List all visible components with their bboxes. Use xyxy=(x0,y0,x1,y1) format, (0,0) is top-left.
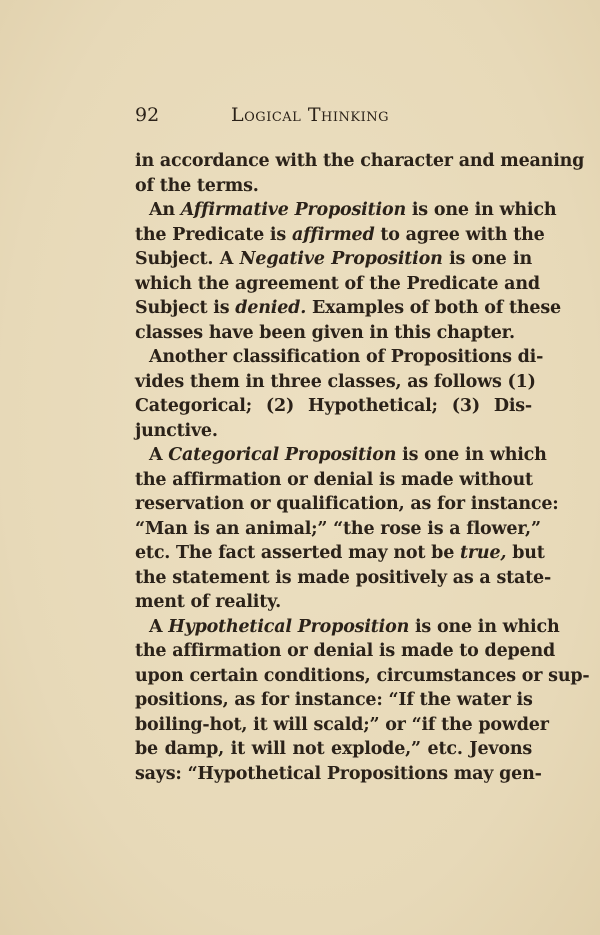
text-line xyxy=(135,517,541,542)
text-segment: of the terms. xyxy=(135,175,259,196)
text-line xyxy=(135,394,532,419)
text-segment: in accordance with the character and meaning xyxy=(135,151,585,171)
body-text xyxy=(135,149,590,786)
text-segment: Another classification of Propositions di- xyxy=(149,347,544,367)
text-segment: Subject is xyxy=(135,298,236,318)
italic-term: Affirmative Proposition xyxy=(180,200,406,220)
italic-term: Hypothetical Proposition xyxy=(168,616,410,637)
text-line xyxy=(135,688,532,713)
text-segment: positions, as for instance: “If the water is xyxy=(135,690,533,710)
text-segment: Subject. A xyxy=(135,249,240,269)
text-line xyxy=(135,468,532,493)
text-segment: is one in which xyxy=(409,616,560,637)
text-line xyxy=(135,149,585,174)
text-segment: reservation or qualification, as for instance: xyxy=(135,494,559,514)
text-segment: Categorical; (2) Hypothetical; (3) Dis- xyxy=(135,396,532,416)
text-segment: classes have been given in this chapter. xyxy=(135,322,515,343)
text-line xyxy=(135,272,540,297)
text-segment: be damp, it will not explode,” etc. Jevons xyxy=(135,739,532,759)
text-segment: but xyxy=(506,543,545,563)
italic-term: true, xyxy=(460,543,507,563)
text-segment: the Predicate is xyxy=(135,224,292,245)
text-line xyxy=(135,296,561,321)
text-segment: Examples of both of these xyxy=(306,298,561,318)
text-segment: ment of reality. xyxy=(135,592,281,612)
text-segment: the affirmation or denial is made without xyxy=(135,469,533,490)
text-line xyxy=(135,492,559,517)
text-line xyxy=(135,737,532,762)
text-segment: “Man is an animal;” “the rose is a flower,” xyxy=(135,518,541,539)
running-head: Logical Thinking xyxy=(231,104,389,126)
text-line xyxy=(135,541,545,566)
text-line xyxy=(135,370,536,395)
text-line xyxy=(135,664,590,689)
text-line xyxy=(135,443,547,468)
text-segment: upon certain conditions, circumstances or sup- xyxy=(135,665,590,686)
page-number: 92 xyxy=(135,104,160,126)
text-line xyxy=(135,247,532,272)
text-segment: A xyxy=(149,616,169,637)
text-segment: is one in which xyxy=(405,200,557,220)
text-line xyxy=(135,762,542,787)
text-line xyxy=(135,321,532,346)
text-segment: vides them in three classes, as follows (1) xyxy=(135,371,536,392)
text-segment: A xyxy=(149,445,169,465)
text-segment: boiling-hot, it will scald;” or “if the powder xyxy=(135,714,549,735)
text-segment: the affirmation or denial is made to depend xyxy=(135,641,556,661)
text-line xyxy=(135,713,549,738)
text-segment: the statement is made positively as a state- xyxy=(135,567,552,588)
text-line xyxy=(135,639,556,664)
italic-term: Negative Proposition xyxy=(239,249,443,269)
text-segment: is one in xyxy=(442,249,532,269)
italic-term: affirmed xyxy=(291,224,375,245)
text-line xyxy=(135,419,532,444)
text-line xyxy=(135,566,552,591)
italic-term: Categorical Proposition xyxy=(168,445,397,465)
text-line xyxy=(135,174,532,199)
text-segment: to agree with the xyxy=(374,224,545,245)
text-segment: etc. The fact asserted may not be xyxy=(135,543,461,563)
text-segment: is one in which xyxy=(396,445,547,465)
text-segment: An xyxy=(149,200,181,220)
text-line xyxy=(135,590,532,615)
text-segment: junctive. xyxy=(135,420,218,441)
italic-term: denied. xyxy=(235,298,307,318)
text-line xyxy=(135,615,560,640)
text-line xyxy=(135,345,544,370)
text-line xyxy=(135,223,545,248)
text-line xyxy=(135,198,557,223)
text-segment: which the agreement of the Predicate and xyxy=(135,273,540,294)
text-segment: says: “Hypothetical Propositions may gen- xyxy=(135,763,542,784)
